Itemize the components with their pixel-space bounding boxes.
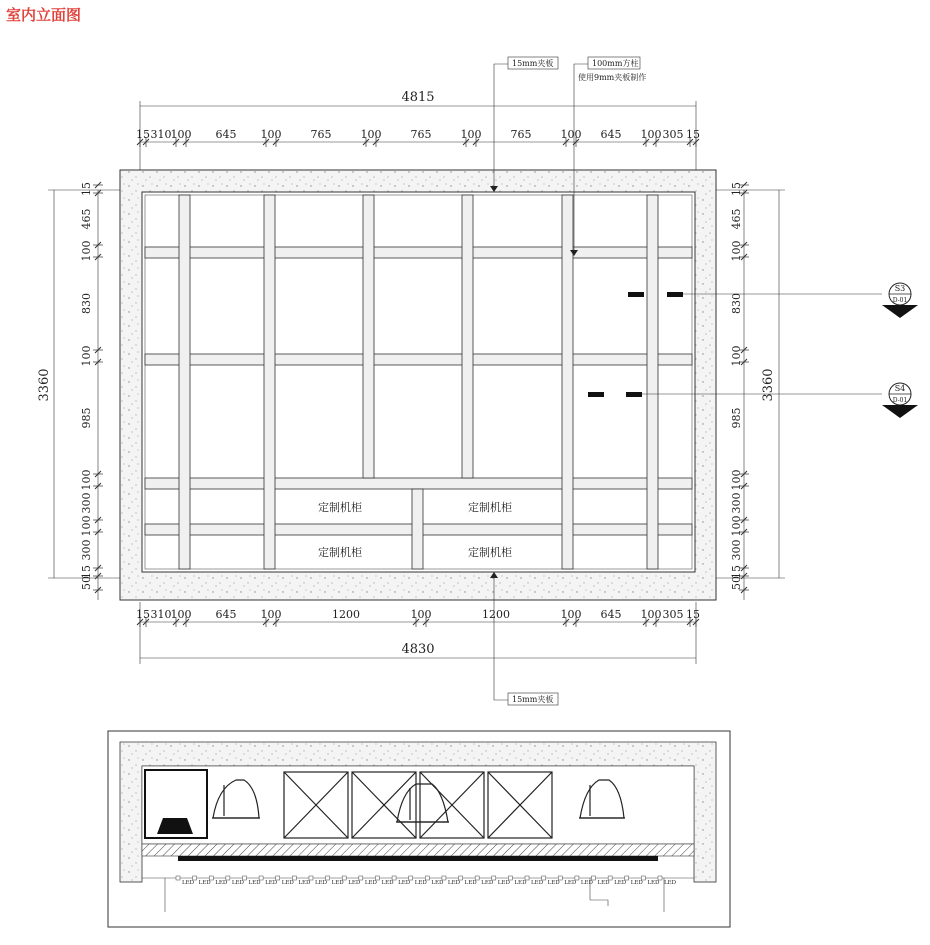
dimension-label: 100 [80,240,93,262]
dimension-label: 1200 [482,608,510,621]
led-label: LED [215,880,228,886]
svg-text:D-01: D-01 [892,297,908,304]
note-plywood-top: 15mm夹板 [512,59,554,68]
dimension-label: 465 [730,208,743,230]
note-column: 100mm方柱 [592,59,639,68]
led-label: LED [398,880,411,886]
dimension-label: 100 [410,608,432,621]
dimension-label: 15 [686,608,700,621]
dimension-label: 1200 [332,608,360,621]
page-title: 室内立面图 [6,6,82,24]
plan-view [108,731,730,927]
note-plywood-bottom: 15mm夹板 [512,695,554,704]
svg-text:S4: S4 [894,384,906,393]
dimension-label: 645 [215,128,237,141]
cabinet-label: 定制机柜 [318,546,362,559]
dimension-label: 310 [150,608,172,621]
cabinet-label: 定制机柜 [318,501,362,514]
led-label: LED [248,880,261,886]
dimension-label: 300 [80,539,93,561]
led-label: LED [281,880,294,886]
led-label: LED [497,880,510,886]
dimension-label: 645 [600,128,622,141]
dimension-label: 15 [136,608,150,621]
led-label: LED [331,880,344,886]
overall-width-top: 4815 [401,90,435,105]
bottom-dimension-chain [136,608,700,627]
dimension-label: 100 [260,128,282,141]
led-label: LED [298,880,311,886]
dimension-label: 100 [730,240,743,262]
dimension-label: 305 [662,128,684,141]
top-dimension-chain [136,128,700,147]
dimension-label: 15 [686,128,700,141]
dimension-label: 985 [80,407,93,429]
led-label: LED [431,880,444,886]
dimension-label: 100 [640,128,662,141]
led-label: LED [447,880,461,886]
led-label: LED [231,880,244,886]
led-label: LED [348,880,361,886]
overall-width-bottom: 4830 [401,642,435,657]
dimension-label: 100 [730,469,743,491]
dimension-label: 100 [170,608,192,621]
left-dimension-chain [80,182,103,593]
dimension-label: 465 [80,208,93,230]
dimension-label: 100 [80,515,93,537]
dimension-label: 645 [600,608,622,621]
dimension-label: 15 [136,128,150,141]
dimension-label: 50 [80,576,93,590]
black-bar [178,856,658,861]
note-column-sub: 使用9mm夹板制作 [578,73,647,82]
dimension-label: 100 [560,608,582,621]
led-label: LED [381,880,394,886]
dimension-label: 100 [170,128,192,141]
dimension-label: 100 [730,515,743,537]
svg-text:D-01: D-01 [892,397,908,404]
dimension-label: 985 [730,407,743,429]
led-label: LED [614,880,627,886]
led-label: LED [547,880,560,886]
led-label: LED [182,880,195,886]
dimension-label: 305 [662,608,684,621]
led-label: LED [198,880,211,886]
led-label: LED [481,880,494,886]
dimension-label: 100 [260,608,282,621]
dimension-label: 100 [730,345,743,367]
section-marker-s4 [882,383,918,418]
hatched-strip [142,844,694,856]
dimension-label: 100 [560,128,582,141]
dimension-label: 300 [730,539,743,561]
led-label: LED [647,880,660,886]
led-label: LED [314,880,328,886]
dimension-label: 15 [80,565,93,579]
svg-text:S3: S3 [894,284,906,293]
led-label: LED [464,880,477,886]
dimension-label: 765 [510,128,532,141]
right-dimension-chain [730,182,749,593]
equipment-box [145,770,207,838]
cabinet-label: 定制机柜 [468,546,512,559]
dimension-label: 830 [80,293,93,314]
led-label: LED [364,880,377,886]
overall-height-left: 3360 [37,368,52,402]
dimension-label: 765 [410,128,432,141]
section-marker-s3 [882,283,918,318]
dimension-label: 765 [310,128,332,141]
dimension-label: 310 [150,128,172,141]
dimension-label: 830 [730,293,743,314]
dimension-label: 100 [80,469,93,491]
dimension-label: 15 [80,182,93,196]
dimension-label: 645 [215,608,237,621]
led-label: LED [514,880,527,886]
dimension-label: 300 [80,492,93,514]
dimension-label: 15 [730,182,743,196]
dimension-label: 50 [730,576,743,590]
cabinet-label: 定制机柜 [468,501,512,514]
dimension-label: 100 [640,608,662,621]
led-label: LED [265,880,278,886]
led-label: LED [414,880,427,886]
dimension-label: 300 [730,492,743,514]
led-label: LED [597,880,610,886]
dimension-label: 15 [730,565,743,579]
dimension-label: 100 [360,128,382,141]
led-label: LED [664,880,677,886]
overall-height-right: 3360 [761,368,776,402]
elevation-view [37,57,918,705]
dimension-label: 100 [80,345,93,367]
led-label: LED [564,880,577,886]
led-label: LED [531,880,544,886]
dimension-label: 100 [460,128,482,141]
led-label: LED [630,880,643,886]
led-label: LED [580,880,593,886]
